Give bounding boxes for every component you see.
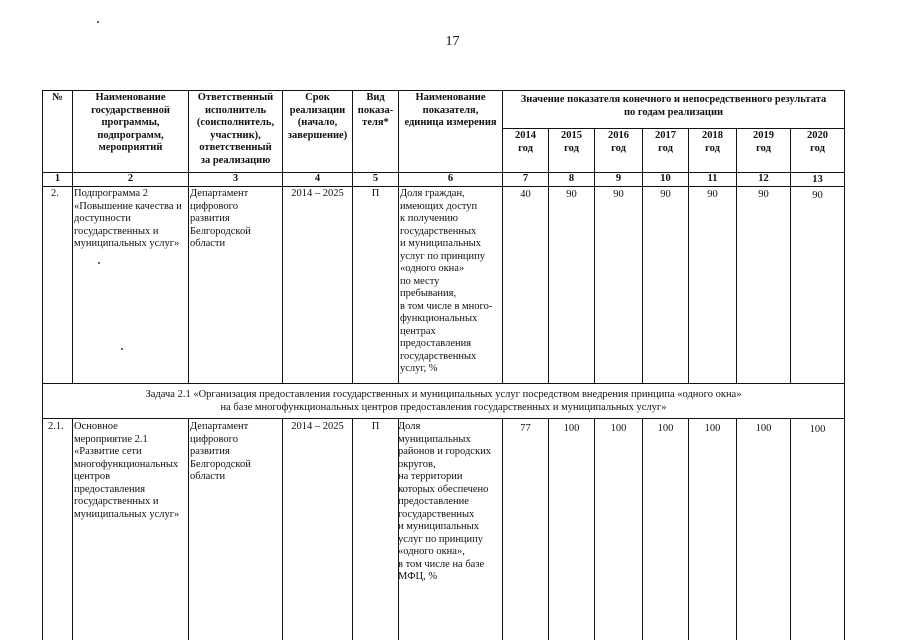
header-year: 2020 год [807,130,828,154]
row-kind: П [371,188,380,199]
column-number: 10 [660,173,671,184]
header-executor: Ответственный исполнитель (соисполнитель, участник), ответственный за реализацию [196,92,275,166]
row-value: 77 [520,423,531,434]
column-number: 13 [812,174,823,185]
row-value: 100 [563,423,580,434]
row-num: 2.1. [48,421,64,432]
scan-speck [98,262,100,264]
column-number: 8 [568,173,575,184]
row-value: 90 [812,190,823,201]
row-name: Основное мероприятие 2.1 «Развитие сети многофункциональных центров предоставления государственных и муниципальных услуг» [74,421,180,520]
column-number: 3 [232,173,239,184]
header-period: Срок реализации (начало, завершение) [287,92,348,141]
row-name: Подпрограмма 2 «Повышение качества и доступности государственных и муниципальных услуг» [74,188,182,249]
row-value: 90 [613,189,624,200]
row-value: 100 [704,423,721,434]
header-indicator: Наименование показателя, единица измерения [404,92,497,128]
column-number: 1 [54,173,61,184]
header-year: 2019 год [753,130,774,154]
row-value: 100 [657,423,674,434]
column-number: 4 [314,173,321,184]
header-year: 2018 год [702,130,723,154]
page-number: 17 [445,34,460,49]
column-number: 7 [522,173,529,184]
row-value: 100 [809,424,826,435]
header-values-title: Значение показателя конечного и непосредственного результата по годам реализации [520,94,827,118]
row-value: 100 [755,423,772,434]
column-number: 6 [447,173,454,184]
row-value: 90 [758,189,769,200]
column-number: 12 [758,173,769,184]
task-title: Задача 2.1 «Организация предоставления государственных и муниципальных услуг посредством внедрения принципа «одного окна» на базе многофункциональных центров предоставления государственных и муниципальных услуг» [145,389,742,413]
header-name: Наименование государственной программы, подпрограмм, мероприятий [91,92,170,153]
header-year: 2017 год [655,130,676,154]
row-indicator: Доля граждан, имеющих доступ к получению государственных и муниципальных услуг по принципу «одного окна» по месту пребывания, в том числе в много- функциональных центрах предоставления государственных услуг, % [400,188,493,374]
header-year: 2015 год [561,130,582,154]
row-value: 90 [660,189,671,200]
column-number: 2 [127,173,134,184]
column-number: 9 [615,173,622,184]
column-number: 11 [707,173,718,184]
header-year: 2016 год [608,130,629,154]
row-indicator: Доля муниципальных районов и городских округов, на территории которых обеспечено предоставление государственных и муниципальных услуг по принципу «одного окна», в том числе на базе МФЦ, % [398,421,491,582]
header-kind: Вид показа- теля* [357,92,394,128]
row-executor: Департамент цифрового развития Белгородской области [190,188,251,249]
row-kind: П [371,421,380,432]
row-period: 2014 – 2025 [291,188,344,199]
row-period: 2014 – 2025 [291,421,344,432]
column-number: 5 [372,173,379,184]
row-value: 100 [610,423,627,434]
row-executor: Департамент цифрового развития Белгородской области [190,421,251,482]
scan-speck [97,21,99,23]
header-num: № [52,92,63,103]
row-num: 2. [51,188,59,199]
scan-speck [121,348,123,350]
header-year: 2014 год [515,130,536,154]
row-value: 90 [707,189,718,200]
row-value: 40 [520,189,531,200]
row-value: 90 [566,189,577,200]
